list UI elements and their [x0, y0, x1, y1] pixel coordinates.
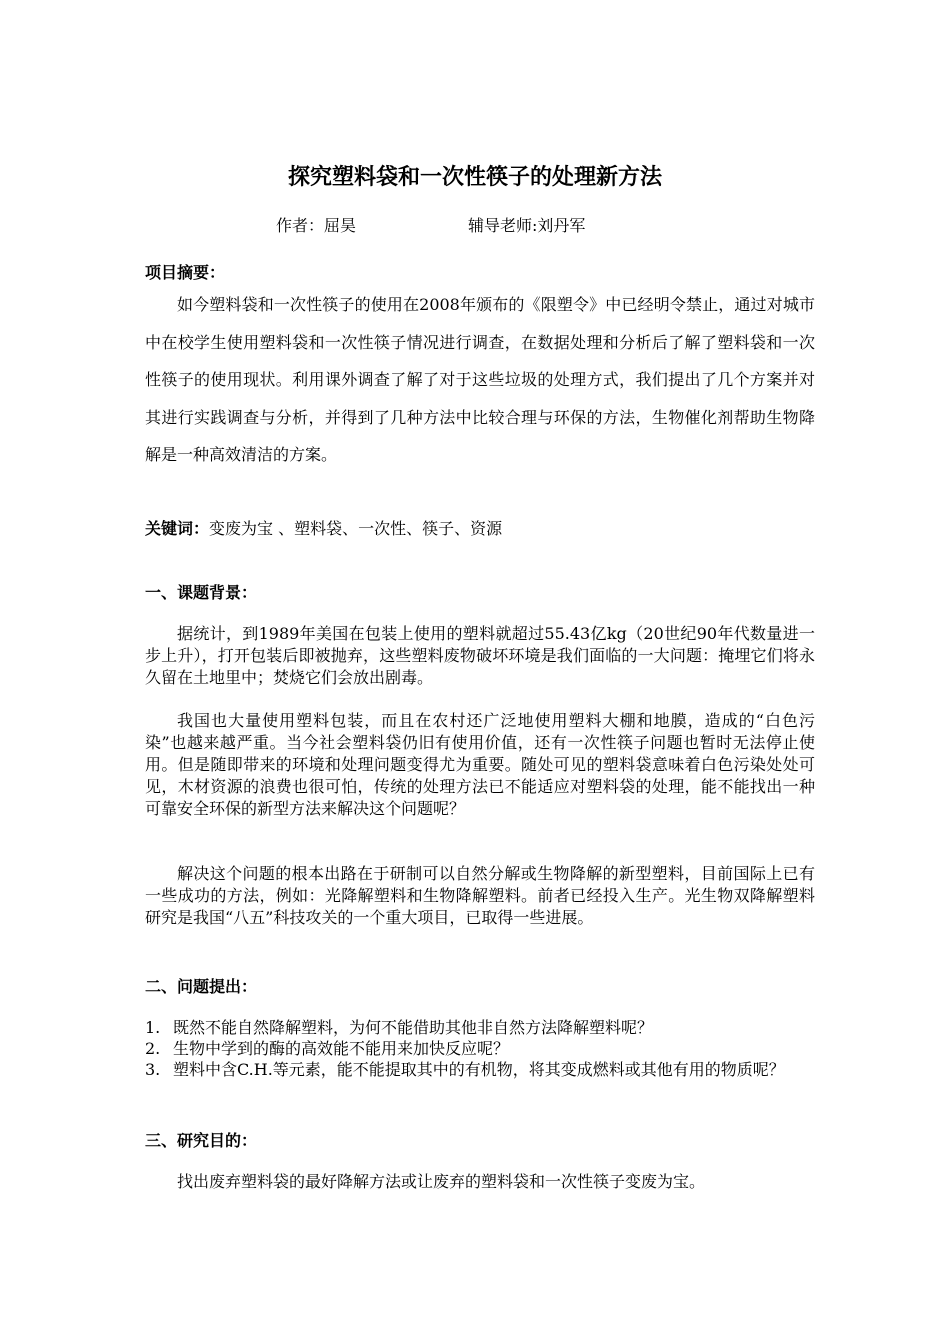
author-line: 作者：屈昊 [276, 216, 357, 235]
section3-paragraph: 找出废弃塑料袋的最好降解方法或让废弃的塑料袋和一次性筷子变废为宝。 [177, 1172, 706, 1191]
list-item: 2. 生物中学到的酶的高效能不能用来加快反应呢？ [145, 1039, 510, 1058]
section3-heading: 三、研究目的： [145, 1131, 258, 1150]
question-list [145, 1017, 815, 1080]
section1-paragraph-2: 我国也大量使用塑料包装，而且在农村还广泛地使用塑料大棚和地膜，造成的“白色污染”也越来越严重。当今社会塑料袋仍旧有使用价值，还有一次性筷子问题也暂时无法停止使用。但是随即带来的环境和处理问题变得尤为重要。随处可见的塑料袋意味着白色污染处处可见，木材资源的浪费也很可怕，传统的处理方法已不能适应对塑料袋的处理，能不能找出一种可靠安全环保的新型方法来解决这个问题呢？ [145, 711, 815, 818]
advisor-line: 辅导老师:刘丹军 [468, 216, 586, 235]
keywords-text: 变废为宝 、塑料袋、一次性、筷子、资源 [209, 519, 503, 538]
section1-heading: 一、课题背景： [145, 583, 258, 602]
keywords-label: 关键词： [145, 519, 210, 538]
section1-paragraph-1: 据统计，到1989年美国在包装上使用的塑料就超过55.43亿kg（20世纪90年代数量进一步上升），打开包装后即被抛弃，这些塑料废物破坏环境是我们面临的一大问题：掩埋它们将永久留在土地里中；焚烧它们会放出剧毒。 [145, 624, 815, 687]
section1-paragraph-3: 解决这个问题的根本出路在于研制可以自然分解或生物降解的新型塑料，目前国际上已有一些成功的方法，例如：光降解塑料和生物降解塑料。前者已经投入生产。光生物双降解塑料研究是我国“八五”科技攻关的一个重大项目，已取得一些进展。 [145, 864, 815, 927]
list-item: 3. 塑料中含C.H.等元素，能不能提取其中的有机物，将其变成燃料或其他有用的物质呢？ [145, 1060, 785, 1079]
abstract-paragraph: 如今塑料袋和一次性筷子的使用在2008年颁布的《限塑令》中已经明令禁止，通过对城市中在校学生使用塑料袋和一次性筷子情况进行调查，在数据处理和分析后了解了塑料袋和一次性筷子的使用现状。利用课外调查了解了对于这些垃圾的处理方式，我们提出了几个方案并对其进行实践调查与分析，并得到了几种方法中比较合理与环保的方法，生物催化剂帮助生物降解是一种高效清洁的方案。 [145, 295, 815, 464]
document-title: 探究塑料袋和一次性筷子的处理新方法 [287, 164, 662, 190]
list-item: 1. 既然不能自然降解塑料，为何不能借助其他非自然方法降解塑料呢？ [145, 1018, 654, 1037]
section2-heading: 二、问题提出： [145, 977, 258, 996]
keywords-line [145, 516, 502, 542]
abstract-heading: 项目摘要： [145, 263, 226, 282]
